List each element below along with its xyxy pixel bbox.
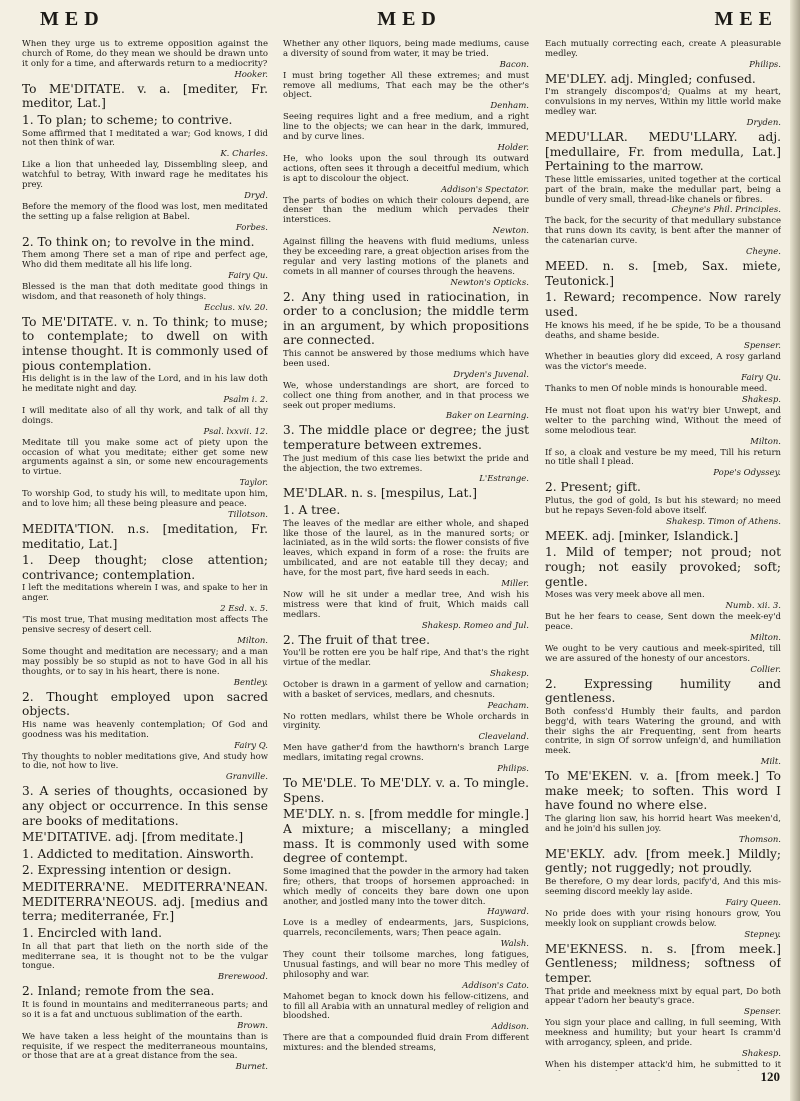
quotation-entry xyxy=(22,130,268,160)
quotation-text: There are that a compounded fluid drain From different mixtures: and the blended streams, xyxy=(283,1033,529,1054)
quotation-text: These little emissaries, united together at the cortical part of the brain, make the medullar part, being a bundle of very small, thread-like chanels or fibres. xyxy=(545,174,781,205)
definition-text: 3. The middle place or degree; the just temperature between extremes. xyxy=(283,423,529,453)
quotation-text: Them among There set a man of ripe and perfect age, Who did them meditate all his life long. xyxy=(22,250,268,271)
headword-entry xyxy=(545,942,781,986)
citation-author: Bentley. xyxy=(233,677,268,688)
quotation-entry xyxy=(283,382,529,422)
header-center: MED xyxy=(377,8,442,30)
quotation-text: No pride does with your rising honours grow, You meekly look on suppliant crowds below. xyxy=(545,908,781,929)
definition-text: 1. To plan; to scheme; to contrive. xyxy=(22,112,233,127)
citation-author: Brerewood. xyxy=(217,972,268,983)
definition-text: 2. Expressing humility and gentleness. xyxy=(545,676,781,706)
headword-entry xyxy=(22,82,268,111)
definition-text: MEDITA'TION. n.s. [meditation, Fr. meditatio, Lat.] xyxy=(22,521,268,551)
definition-text: 1. Reward; recompence. Now rarely used. xyxy=(545,290,781,319)
quotation-text: Moses was very meek above all men. xyxy=(545,590,705,601)
citation-author: Spenser. xyxy=(744,341,781,352)
quotation-text: Before the memory of the flood was lost, men meditated the setting up a false religion at Babel. xyxy=(22,201,268,222)
citation-author: Tillotson. xyxy=(227,509,268,520)
definition-text: ME'EKNESS. n. s. [from meek.] Gentleness; mildness; softness of temper. xyxy=(545,941,781,985)
running-header xyxy=(40,8,778,31)
quotation-entry xyxy=(22,407,268,437)
quotation-text: Thy thoughts to nobler meditations give, And study how to die, not how to live. xyxy=(22,751,268,772)
quotation-text: Each mutually correcting each, create A pleasurable medley. xyxy=(545,40,781,59)
quotation-entry xyxy=(22,584,268,614)
quotation-entry xyxy=(545,645,781,675)
citation-author: Addison's Spectator. xyxy=(441,184,529,195)
citation-author: Milton. xyxy=(750,632,781,643)
quotation-text: He must not float upon his wat'ry bier Unwept, and welter to the parching wind, Without the meed of some melodious tear. xyxy=(545,405,781,436)
citation-author: Granville. xyxy=(225,772,268,783)
quotation-text: No rotten medlars, whilst there be Whole orchards in virginity. xyxy=(283,711,529,732)
citation-author: Cheyne. xyxy=(745,247,781,258)
headword-entry xyxy=(22,984,268,999)
headword-entry xyxy=(545,480,781,495)
citation-author: Newton's Opticks. xyxy=(450,277,529,288)
quotation-text: He, who looks upon the soul through its outward actions, often sees it through a deceitful medium, which is apt to discolour the object. xyxy=(283,153,529,184)
definition-text: MEEK. adj. [minker, Islandick.] xyxy=(545,528,739,543)
citation-author: Dryd. xyxy=(244,190,268,201)
definition-text: 2. Expressing intention or design. xyxy=(22,863,232,878)
quotation-text: Thanks to men Of noble minds is honourable meed. xyxy=(545,384,768,395)
quotation-entry xyxy=(283,520,529,589)
quotation-entry xyxy=(283,1034,529,1054)
headword-entry xyxy=(283,776,529,805)
headword-entry xyxy=(283,486,529,501)
headword-entry xyxy=(283,503,529,518)
quotation-text: Meditate till you make some act of piety upon the occasion of what you meditate; either get some new arguments against a sin, or some new encouragements to virtue. xyxy=(22,437,268,478)
definition-text: MEED. n. s. [meb, Sax. miete, Teutonick.] xyxy=(545,259,781,288)
definition-text: 2. The fruit of that tree. xyxy=(283,632,430,647)
citation-author: Spenser. xyxy=(744,1007,781,1018)
citation-author: Walsh. xyxy=(500,939,529,950)
quotation-entry xyxy=(283,744,529,774)
citation-author: Milton. xyxy=(750,436,781,447)
citation-author: L'Estrange. xyxy=(479,474,529,485)
definition-text: 2. Any thing used in ratiocination, in order to a conclusion; the middle term in an argument, by which propositions are connected. xyxy=(283,289,529,348)
quotation-text: Some imagined that the powder in the armory had taken fire; others, that troops of horsemen approached: in which medly of conceits they bare down one upon another, and jostled many into the tower ditch. xyxy=(283,866,529,907)
quotation-text: Plutus, the god of gold, Is but his steward; no meed but he repays Seven-fold above itself. xyxy=(545,495,781,516)
citation-author: Cleaveland. xyxy=(478,732,529,743)
definition-text: ME'DLAR. n. s. [mespilus, Lat.] xyxy=(283,486,478,501)
definition-text: To ME'DITATE. v. a. [mediter, Fr. meditor, Lat.] xyxy=(22,81,268,111)
quotation-entry xyxy=(283,868,529,917)
quotation-text: We, whose understandings are short, are forced to collect one thing from another, and in that process we seek out proper mediums. xyxy=(283,380,529,411)
headword-entry xyxy=(22,690,268,719)
quotation-entry xyxy=(545,449,781,479)
quotation-entry xyxy=(283,455,529,485)
quotation-entry xyxy=(22,490,268,520)
citation-author: Shakesp. Timon of Athens. xyxy=(666,516,781,527)
quotation-text: His name was heavenly contemplation; Of God and goodness was his meditation. xyxy=(22,719,268,740)
quotation-text: I left the meditations wherein I was, and spake to her in anger. xyxy=(22,583,268,604)
headword-entry xyxy=(22,880,268,924)
headword-entry xyxy=(283,807,529,866)
citation-author: Hayward. xyxy=(487,907,529,918)
quotation-entry xyxy=(545,40,781,70)
citation-author: Burnet. xyxy=(235,1062,268,1071)
quotation-text: If so, a cloak and vesture be my meed, Till his return no title shall I plead. xyxy=(545,447,781,468)
quotation-text: It is found in mountains and mediterraneous parts; and so it is a fat and unctuous sublimation of the earth. xyxy=(22,999,268,1020)
quotation-entry xyxy=(545,988,781,1018)
quotation-entry xyxy=(22,251,268,281)
citation-author: Psalm i. 2. xyxy=(223,394,268,405)
quotation-entry xyxy=(545,1019,781,1059)
definition-text: 2. To think on; to revolve in the mind. xyxy=(22,234,255,249)
headword-entry xyxy=(22,863,268,878)
citation-author: Pope's Odyssey. xyxy=(713,468,781,479)
headword-entry xyxy=(22,522,268,551)
citation-author: Thomson. xyxy=(739,834,781,845)
quotation-text: Be therefore, O my dear lords, pacify'd, And this mis-seeming discord meekly lay aside. xyxy=(545,877,781,897)
column-3 xyxy=(545,40,781,1071)
citation-author: Milt. xyxy=(760,757,781,768)
quotation-text: Men have gather'd from the hawthorn's branch Large medlars, imitating regal crowns. xyxy=(283,743,529,764)
definition-text: ME'EKLY. adv. [from meek.] Mildly; gently; not ruggedly; not proudly. xyxy=(545,846,781,876)
quotation-entry xyxy=(545,878,781,908)
quotation-text: This cannot be answered by those mediums which have been used. xyxy=(283,349,529,369)
citation-author: K. Charles. xyxy=(220,149,268,160)
quotation-entry xyxy=(283,350,529,380)
quotation-entry xyxy=(283,649,529,679)
quotation-entry xyxy=(283,113,529,153)
quotation-entry xyxy=(22,753,268,783)
citation-author: Dryden's Juvenal. xyxy=(453,369,529,380)
quotation-entry xyxy=(22,616,268,646)
citation-author: Philips. xyxy=(749,59,781,70)
quotation-text: When his distemper attack'd him, he submitted to it xyxy=(545,1059,781,1070)
citation-author: Holder. xyxy=(497,142,529,153)
quotation-text: The glaring lion saw, his horrid heart Was meeken'd, and he join'd his sullen joy. xyxy=(545,814,781,834)
quotation-text: Whether any other liquors, being made mediums, cause a diversity of sound from water, it may be tried. xyxy=(283,40,529,59)
definition-text: 1. Encircled with land. xyxy=(22,926,163,941)
quotation-entry xyxy=(22,375,268,405)
quotation-entry xyxy=(283,713,529,743)
citation-author: Miller. xyxy=(501,578,529,589)
definition-text: 2. Present; gift. xyxy=(545,480,641,495)
quotation-text: That pride and meekness mixt by equal part, Do both appear t'adorn her beauty's grace. xyxy=(545,986,781,1007)
quotation-text: But he her fears to cease, Sent down the meek-ey'd peace. xyxy=(545,612,781,632)
quotation-entry xyxy=(283,72,529,112)
definition-text: 1. Addicted to meditation. Ainsworth. xyxy=(22,846,254,861)
citation-author: Fairy Qu. xyxy=(228,270,268,281)
citation-author: Peacham. xyxy=(487,700,529,711)
quotation-text: Some affirmed that I meditated a war; God knows, I did not then think of war. xyxy=(22,128,268,149)
headword-entry xyxy=(22,235,268,250)
quotation-entry xyxy=(22,943,268,983)
headword-entry xyxy=(545,847,781,876)
quotation-entry xyxy=(545,385,781,405)
quotation-entry xyxy=(283,681,529,711)
quotation-text: Now will he sit under a medlar tree, And wish his mistress were that kind of fruit, Which maids call medlars. xyxy=(283,589,529,620)
citation-author: Dryden. xyxy=(746,117,781,128)
quotation-entry xyxy=(22,721,268,751)
header-right: MEE xyxy=(714,8,778,30)
headword-entry xyxy=(22,830,268,845)
citation-author: Forbes. xyxy=(235,222,268,233)
headword-entry xyxy=(22,553,268,582)
quotation-entry xyxy=(22,161,268,201)
headword-entry xyxy=(545,130,781,174)
quotation-text: Some thought and meditation are necessary; and a man may possibly be so stupid as not to have God in all his thoughts, or to say in his heart, there is none. xyxy=(22,646,268,677)
definition-text: 1. Deep thought; close attention; contrivance; contemplation. xyxy=(22,553,268,582)
definition-text: ME'DLY. n. s. [from meddle for mingle.] A mixture; a miscellany; a mingled mass. It is commonly used with some degree of contempt. xyxy=(283,807,529,866)
quotation-entry xyxy=(545,613,781,643)
quotation-text: 'Tis most true, That musing meditation most affects The pensive secresy of desert cell. xyxy=(22,615,268,636)
quotation-entry xyxy=(545,322,781,352)
quotation-entry xyxy=(283,993,529,1033)
citation-author: Newton. xyxy=(492,226,529,237)
citation-author: Collier. xyxy=(750,664,781,675)
citation-author: Philips. xyxy=(497,764,529,775)
quotation-entry xyxy=(545,708,781,767)
quotation-entry xyxy=(545,217,781,257)
quotation-text: The leaves of the medlar are either whole, and shaped like those of the laurel, as in the manured sorts; or laciniated, as in the wild sorts: the flower consists of five leaves, which expand in form of a rose: the fruits are umbilicated, and are not eatable till they decay; and have, for the most part, five hard seeds in each. xyxy=(283,518,529,579)
quotation-text: In all that part that lieth on the north side of the mediterrane sea, it is thought not to be the vulgar tongue. xyxy=(22,941,268,972)
quotation-entry xyxy=(283,919,529,949)
quotation-entry xyxy=(283,40,529,70)
quotation-text: You sign your place and calling, in full seeming, With meekness and humility; but your heart Is cramm'd with arrogancy, spleen, and pride. xyxy=(545,1018,781,1048)
definition-text: To ME'DLE. To ME'DLY. v. a. To mingle. Spens. xyxy=(283,776,529,805)
quotation-text: They count their toilsome marches, long fatigues, Unusual fastings, and will bear no more This medley of philosophy and war. xyxy=(283,950,529,980)
definition-text: 3. A series of thoughts, occasioned by any object or occurrence. In this sense are books of meditations. xyxy=(22,784,268,828)
citation-author: Cheyne's Phil. Principles. xyxy=(671,205,781,216)
headword-entry xyxy=(22,784,268,828)
quotation-text: He knows his meed, if he be spide, To be a thousand deaths, and shame beside. xyxy=(545,320,781,341)
citation-author: Shakesp. xyxy=(741,394,781,405)
quotation-entry xyxy=(22,439,268,488)
citation-author: Milton. xyxy=(237,635,268,646)
quotation-entry xyxy=(22,203,268,233)
citation-author: Taylor. xyxy=(239,478,268,489)
definition-text: 2. Thought employed upon sacred objects. xyxy=(22,689,268,719)
quotation-text: Mahomet began to knock down his fellow-citizens, and to fill all Arabia with an unnatural medley of religion and bloodshed. xyxy=(283,991,529,1022)
quotation-text: To worship God, to study his will, to meditate upon him, and to love him; all these being pleasure and peace. xyxy=(22,489,268,510)
headword-entry xyxy=(545,769,781,813)
quotation-text: October is drawn in a garment of yellow and carnation; with a basket of services, medlars, and chesnuts. xyxy=(283,679,529,700)
citation-author: Denham. xyxy=(490,101,529,112)
quotation-text: You'll be rotten ere you be half ripe, And that's the right virtue of the medlar. xyxy=(283,648,529,669)
quotation-entry xyxy=(545,353,781,383)
page-edge-shadow xyxy=(790,0,800,1101)
definition-text: ME'DLEY. adj. Mingled; confused. xyxy=(545,71,756,86)
quotation-text: When they urge us to extreme opposition against the church of Rome, do they mean we should be drawn unto it only for a time, and afterwards return to a mediocrity? xyxy=(22,40,268,69)
quotation-text: Like a lion that unheeded lay, Dissembling sleep, and watchful to betray, With inward rage he meditates his prey. xyxy=(22,160,268,190)
headword-entry xyxy=(545,545,781,589)
quotation-text: Against filling the heavens with fluid mediums, unless they be exceeding rare, a great objection arises from the regular and very lasting motions of the planets and comets in all manner of courses through the heavens. xyxy=(283,237,529,277)
definition-text: 1. A tree. xyxy=(283,503,341,518)
citation-author: Hooker. xyxy=(234,69,268,80)
quotation-entry xyxy=(22,40,268,80)
headword-entry xyxy=(545,529,781,544)
quotation-text: Whether in beauties glory did exceed, A rosy garland was the victor's meede. xyxy=(545,352,781,373)
quotation-entry xyxy=(545,815,781,845)
quotation-text: Seeing requires light and a free medium, and a right line to the objects; we can hear in the dark, immured, and by curve lines. xyxy=(283,112,529,143)
quotation-text: We ought to be very cautious and meek-spirited, till we are assured of the honesty of our ancestors. xyxy=(545,643,781,664)
citation-author: Fairy Queen. xyxy=(725,897,781,908)
header-left: MED xyxy=(40,8,105,30)
headword-entry xyxy=(22,926,268,941)
quotation-entry xyxy=(545,497,781,527)
quotation-entry xyxy=(22,648,268,688)
quotation-text: The back, for the security of that medullary substance that runs down its cavity, is bent after the manner of the catenarian curve. xyxy=(545,216,781,247)
citation-author: Addison. xyxy=(491,1022,529,1033)
quotation-text: Both confess'd Humbly their faults, and pardon begg'd, with tears Watering the ground, and with their sighs the air Frequenting, sent from hearts contrite, in sign Of sorrow unfeign'd, and humiliation meek. xyxy=(545,706,781,757)
quotation-text: We have taken a less height of the mountains than is requisite, if we respect the mediterraneous mountains, or those that are at a great distance from the sea. xyxy=(22,1031,268,1062)
quotation-entry xyxy=(545,910,781,940)
citation-author: Baker on Learning. xyxy=(445,411,529,422)
citation-author: Shakesp. Romeo and Jul. xyxy=(421,620,529,631)
citation-author: Fairy Q. xyxy=(234,740,268,751)
definition-text: To ME'EKEN. v. a. [from meek.] To make meek; to soften. This word I have found no where else. xyxy=(545,769,781,813)
citation-author: Bacon. xyxy=(499,59,529,70)
quotation-text: His delight is in the law of the Lord, and in his law doth he meditate night and day. xyxy=(22,374,268,395)
headword-entry xyxy=(545,290,781,319)
quotation-text: Blessed is the man that doth meditate good things in wisdom, and that reasoneth of holy things. xyxy=(22,281,268,302)
headword-entry xyxy=(283,633,529,648)
citation-author: Brown. xyxy=(237,1020,268,1031)
quotation-entry xyxy=(545,88,781,128)
quotation-text: Love is a medley of endearments, jars, Suspicions, quarrels, reconcilements, wars; Then peace again. xyxy=(283,918,529,939)
citation-author: Psal. lxxvii. 12. xyxy=(203,426,268,437)
quotation-entry xyxy=(545,1061,781,1071)
quotation-text: I'm strangely discompos'd; Qualms at my heart, convulsions in my nerves, Within my little world make medley war. xyxy=(545,87,781,118)
citation-author: Shakesp. xyxy=(489,668,529,679)
headword-entry xyxy=(545,72,781,87)
quotation-entry xyxy=(545,407,781,447)
headword-entry xyxy=(545,259,781,288)
quotation-entry xyxy=(22,1001,268,1031)
column-1 xyxy=(22,40,268,1071)
quotation-entry xyxy=(283,155,529,195)
definition-text: 1. Mild of temper; not proud; not rough; not easily provoked; soft; gentle. xyxy=(545,545,781,589)
quotation-text: The just medium of this case lies betwixt the pride and the abjection, the two extremes. xyxy=(283,453,529,474)
quotation-entry xyxy=(22,1033,268,1071)
citation-author: Shakesp. xyxy=(741,1048,781,1059)
headword-entry xyxy=(545,677,781,706)
definition-text: To ME'DITATE. v. n. To think; to muse; to contemplate; to dwell on with intense thought. It is commonly used of pious contemplation. xyxy=(22,314,268,373)
quotation-entry xyxy=(283,238,529,287)
quotation-entry xyxy=(22,283,268,313)
quotation-text: I will meditate also of all thy work, and talk of all thy doings. xyxy=(22,405,268,426)
headword-entry xyxy=(283,423,529,452)
column-2 xyxy=(283,40,529,1071)
citation-author: Ecclus. xiv. 20. xyxy=(204,302,268,313)
citation-author: 2 Esd. x. 5. xyxy=(220,604,268,615)
quotation-entry xyxy=(545,591,781,611)
citation-author: Addison's Cato. xyxy=(462,980,529,991)
definition-text: 2. Inland; remote from the sea. xyxy=(22,984,215,999)
headword-entry xyxy=(22,847,268,862)
definition-text: MEDITERRA'NE. MEDITERRA'NEAN. MEDITERRA'NEOUS. adj. [medius and terra; mediterranée, Fr.] xyxy=(22,880,268,924)
definition-text: ME'DITATIVE. adj. [from meditate.] xyxy=(22,830,244,845)
quotation-entry xyxy=(283,951,529,991)
page-number: 120 xyxy=(760,1069,780,1084)
headword-entry xyxy=(22,113,268,128)
citation-author: Fairy Qu. xyxy=(741,373,781,384)
quotation-text: The parts of bodies on which their colours depend, are denser than the medium which pervades their interstices. xyxy=(283,195,529,226)
quotation-entry xyxy=(545,176,781,216)
citation-author: Numb. xii. 3. xyxy=(725,601,781,612)
headword-entry xyxy=(22,315,268,374)
headword-entry xyxy=(283,290,529,349)
quotation-entry xyxy=(283,197,529,237)
definition-text: MEDU'LLAR. MEDU'LLARY. adj. [medullaire, Fr. from medulla, Lat.] Pertaining to the marrow. xyxy=(545,129,781,174)
quotation-entry xyxy=(283,591,529,631)
quotation-text: I must bring together All these extremes; and must remove all mediums, That each may be the other's object. xyxy=(283,70,529,101)
citation-author: Stepney. xyxy=(744,929,781,940)
